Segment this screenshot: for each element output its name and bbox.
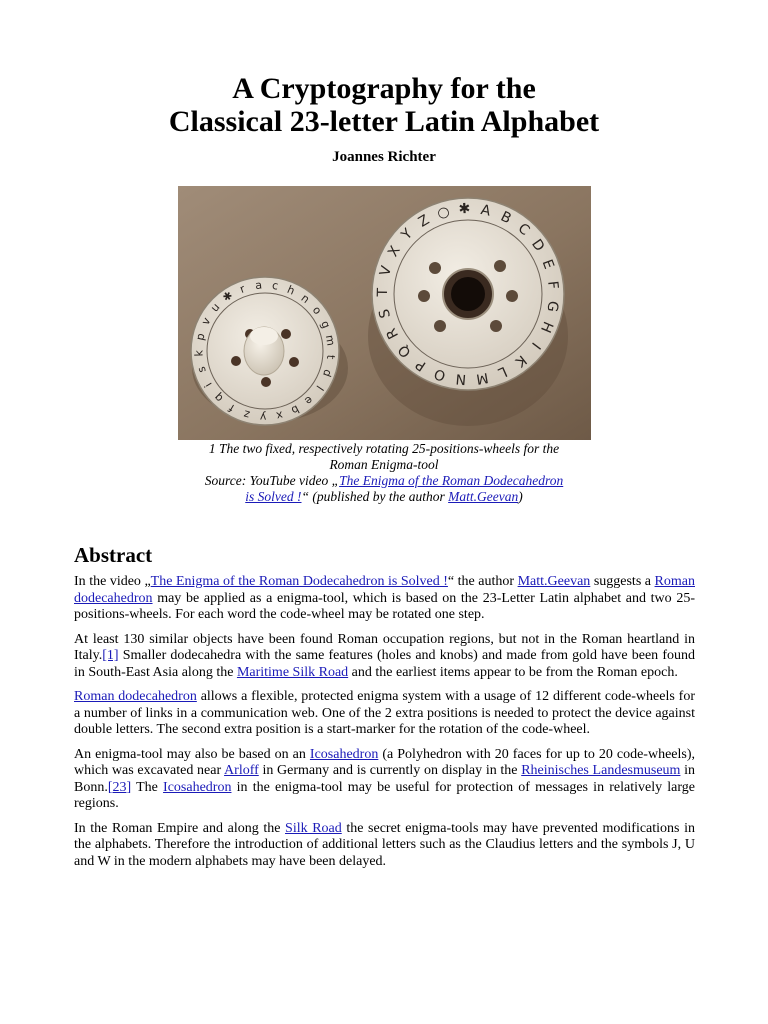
caption-line-4 [160, 489, 608, 505]
wheel-letter: M [474, 368, 490, 387]
wheel-letter: Y [398, 225, 417, 244]
wheel-letter: N [455, 370, 467, 388]
wheel-letter: I [528, 338, 544, 352]
wheel-letter: o [309, 303, 325, 318]
wheel-letter: m [322, 334, 338, 347]
text-run: allows a flexible, protected enigma system with a usage of 12 different code-wheels for a number of links in a communication web. One of the 2 extra positions is needed to protect the device against double letters. The second extra position is a start-marker for the rotation of the code-wheel. [74, 689, 695, 737]
wheel-letter: e [301, 393, 316, 408]
wheel-letter: L [495, 362, 510, 381]
abstract-paragraph-2 [74, 632, 695, 682]
wheel-letter: q [211, 390, 226, 405]
wheel-letter: G [543, 299, 561, 313]
wheel-letter: g [318, 318, 333, 331]
wheel-letter: F [544, 280, 561, 290]
small-code-wheel [191, 277, 339, 425]
wheel-letter: s [194, 365, 209, 375]
wheel-letter: n [298, 291, 313, 306]
text-run: At least 130 similar objects have been found Roman occupation regions, but not in the Roman heartland in Italy. [74, 631, 695, 663]
enigma-wheels-photo [178, 186, 591, 440]
text-run: (a Polyhedron with 20 faces for up to 20 code-wheels), which was excavated near [74, 746, 695, 778]
wheel-letter: S [376, 307, 395, 320]
text-run: in Bonn. [74, 763, 696, 795]
wheel-letter: a [254, 278, 263, 293]
text-run: in Germany and is currently on display in the [258, 763, 522, 778]
caption-published-by: “ (published by the author [301, 489, 449, 504]
wheel-letter: A [479, 202, 493, 220]
wheel-letter: f [226, 401, 237, 415]
wheel-letter: Z [415, 211, 433, 231]
wheel-letter: R [383, 325, 403, 342]
abstract-heading: Abstract [74, 543, 153, 567]
caption-line-3 [160, 473, 608, 489]
wheel-letter: t [324, 354, 338, 360]
silk-road-link[interactable]: Silk Road [285, 820, 342, 836]
author-link[interactable]: Matt.Geevan [517, 574, 591, 589]
document-title [0, 72, 768, 138]
abstract-paragraph-5 [74, 821, 695, 871]
abstract-body [74, 574, 695, 878]
wheel-letter: C [514, 220, 533, 239]
wheel-letter: p [193, 331, 208, 342]
text-run: and the earliest items appear to be from the Roman epoch. [348, 664, 678, 680]
figure-caption [160, 441, 608, 505]
author-name: Joannes Richter [332, 149, 436, 165]
text-run: In the Roman Empire and along the [74, 820, 286, 836]
wheel-letter: k [192, 349, 206, 357]
landesmuseum-link[interactable]: Rheinisches Landesmuseum [521, 763, 681, 778]
title-line-1: A Cryptography for the [232, 72, 536, 105]
text-run: suggests a [590, 574, 655, 589]
wheel-letter: b [289, 402, 302, 418]
large-code-wheel [372, 198, 564, 390]
text-run: the secret enigma-tools may have prevented modifications in the alphabets. Therefore the introduction of additional letters such as the Claudius letters and the symbols J, U and W in the modern alphabets may have been delayed. [74, 820, 695, 869]
wheel-letter: h [285, 282, 297, 298]
caption-line-2: Roman Enigma-tool [329, 457, 439, 472]
text-run: An enigma-tool may also be based on an [74, 746, 310, 762]
wheel-letter: B [497, 208, 514, 228]
wheel-letter: x [274, 408, 285, 423]
wheel-letter: P [413, 355, 429, 374]
wheel-letter: ✱ [220, 288, 236, 305]
abstract-paragraph-3 [74, 689, 695, 739]
icosahedron-link[interactable]: Icosahedron [163, 779, 232, 795]
roman-dodecahedron-link[interactable]: Roman dodecahedron [74, 689, 197, 704]
video-link[interactable]: The Enigma of the Roman Dodecahedron [339, 473, 564, 488]
author-link[interactable]: Matt.Geevan [448, 489, 519, 504]
text-run: The [131, 779, 164, 795]
roman-dodecahedron-link[interactable]: Roman dodecahedron [74, 574, 695, 606]
icosahedron-link[interactable]: Icosahedron [309, 746, 379, 762]
wheel-letter: D [528, 236, 548, 255]
text-run: Smaller dodecahedra with the same features (holes and knobs) and made from gold have been found in South-East Asia along the [74, 648, 695, 680]
footnote-link-1[interactable]: [1] [102, 648, 119, 663]
video-link-continued[interactable]: is Solved ! [245, 489, 302, 504]
text-run: in the enigma-tool may be useful for protection of messages in relatively large regions. [74, 779, 696, 811]
wheel-letter: l [313, 382, 326, 393]
wheel-letter: Q [395, 341, 415, 361]
wheel-letter: K [512, 351, 530, 370]
text-run: may be applied as a enigma-tool, which is based on the 23-Letter Latin alphabet and two 25-positions-wheels. For each word the code-wheel may be rotated one step. [74, 590, 695, 622]
footnote-link-23[interactable]: [23] [107, 779, 132, 795]
caption-source-prefix: Source: YouTube video „ [204, 473, 340, 488]
caption-line-1: 1 The two fixed, respectively rotating 25-positions-wheels for the [208, 441, 560, 456]
wheel-letter: V [377, 264, 396, 278]
wheel-letter: i [201, 380, 215, 390]
wheel-letter: E [538, 257, 557, 272]
wheel-letter: v [198, 315, 214, 328]
wheel-letter: y [259, 410, 267, 424]
photo-illustration [178, 186, 591, 440]
caption-close-paren: ) [518, 489, 523, 504]
title-line-2: Classical 23-letter Latin Alphabet [168, 105, 600, 138]
abstract-paragraph-1 [74, 574, 695, 624]
wheel-letter: ✱ [458, 200, 471, 218]
abstract-paragraph-4 [74, 747, 695, 813]
wheel-letter: H [536, 318, 556, 335]
wheel-letter: ○ [435, 203, 452, 223]
text-run: In the video „ [74, 574, 151, 589]
wheel-letter: c [271, 278, 280, 293]
wheel-letter: X [385, 243, 404, 260]
arloff-link[interactable]: Arloff [224, 763, 259, 778]
wheel-letter: T [374, 287, 392, 297]
wheel-letter: O [432, 364, 448, 384]
text-run: “ the author [447, 574, 518, 589]
maritime-silk-road-link[interactable]: Maritime Silk Road [236, 664, 349, 680]
wheel-letter: d [319, 367, 335, 379]
wheel-letter: r [238, 282, 247, 296]
wheel-letter: u [208, 300, 223, 315]
video-title-link[interactable]: The Enigma of the Roman Dodecahedron is Solved ! [150, 574, 448, 589]
wheel-letter: z [242, 407, 252, 422]
